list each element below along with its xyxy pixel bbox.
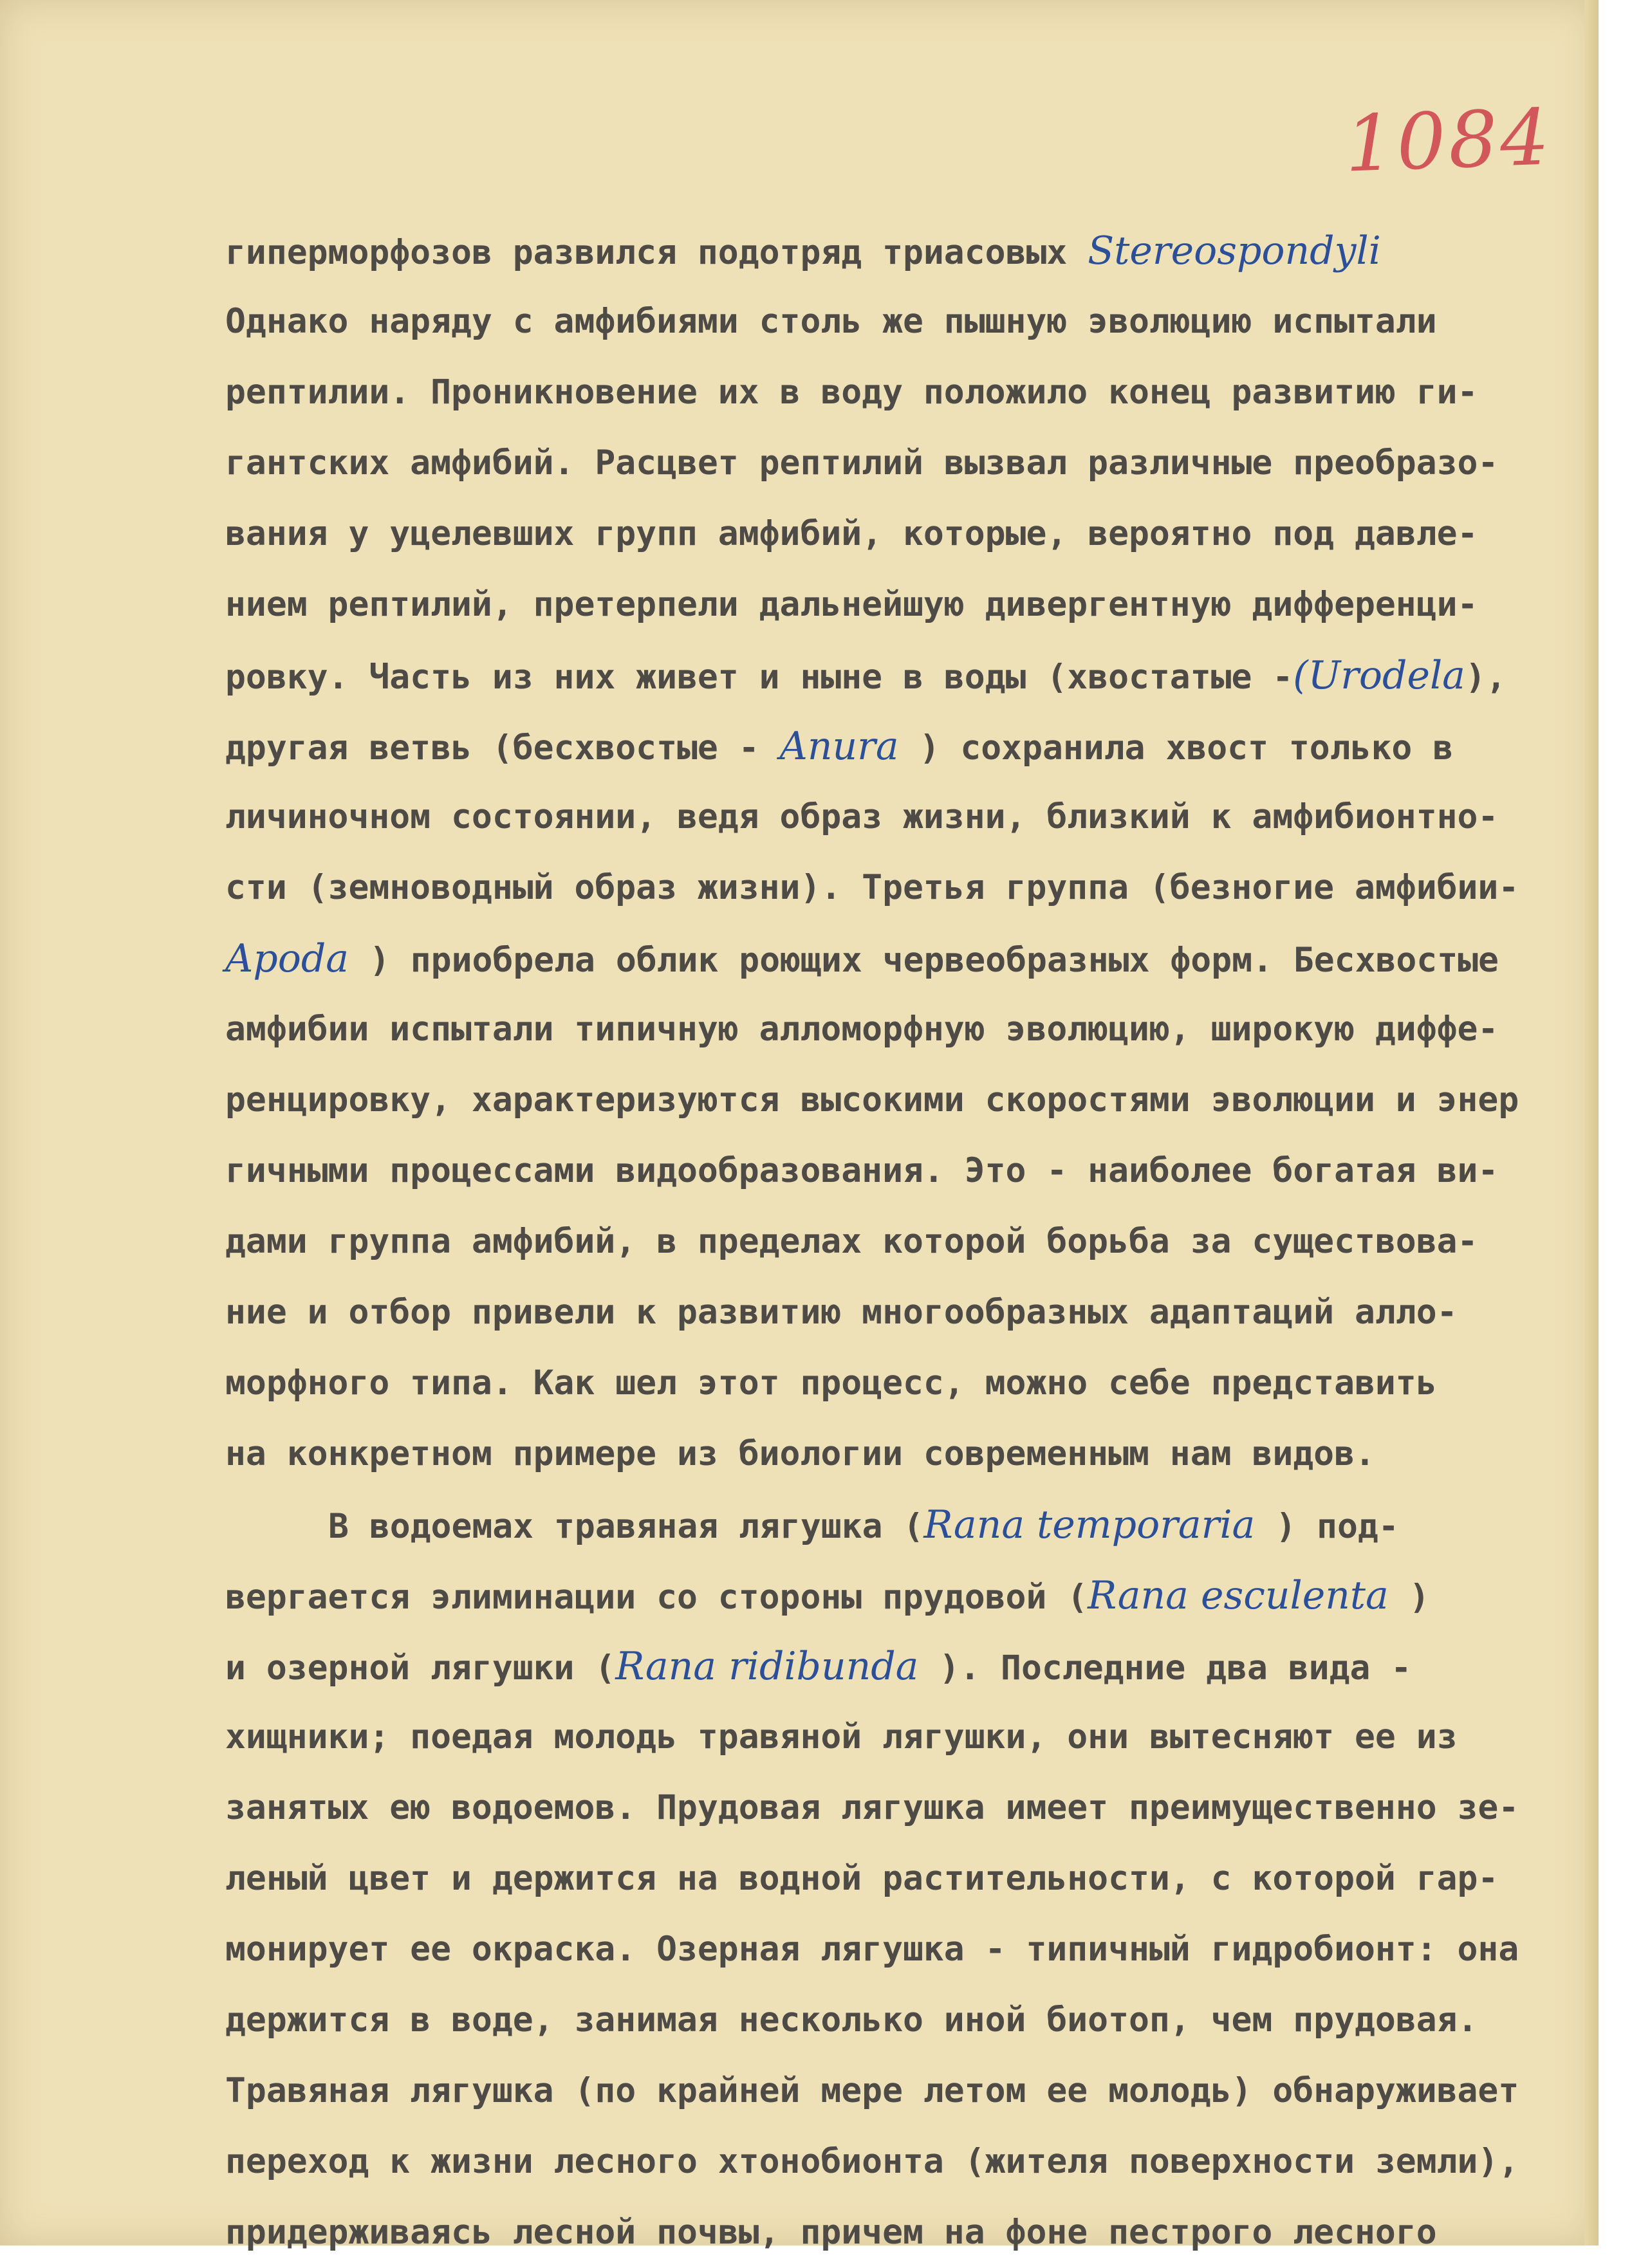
typed-text: монирует ее окраска. Озерная лягушка - типичный гидробионт: она [225, 1930, 1519, 1969]
text-line [225, 357, 1596, 428]
text-line [225, 1702, 1596, 1773]
text-line [225, 782, 1596, 853]
text-line [225, 711, 1596, 782]
typed-text: Травяная лягушка (по крайней мере летом ее молодь) обнаруживает [225, 2071, 1519, 2110]
handwritten-insert: Apoda [225, 936, 349, 981]
typed-text: рептилии. Проникновение их в воду положило конец развитию ги- [225, 373, 1478, 412]
typed-text: переход к жизни лесного хтонобионта (жителя поверхности земли), [225, 2142, 1519, 2181]
typed-text: на конкретном примере из биологии современным нам видов. [225, 1434, 1375, 1473]
typed-text: ) под- [1255, 1507, 1399, 1546]
typed-text: ), [1465, 658, 1507, 697]
typed-text: другая ветвь (бесхвостые - [225, 728, 780, 768]
text-line [225, 1419, 1596, 1489]
text-line [225, 1560, 1596, 1631]
text-line [225, 1631, 1596, 1702]
typed-text: ) сохранила хвост только в [898, 728, 1454, 768]
page-number: 1084 [1343, 93, 1553, 190]
handwritten-insert: Rana temporaria [923, 1502, 1256, 1547]
typed-text: занятых ею водоемов. Прудовая лягушка имеет преимущественно зе- [225, 1788, 1519, 1827]
text-line [225, 1489, 1596, 1560]
typed-text: амфибии испытали типичную алломорфную эволюцию, широкую диффе- [225, 1010, 1499, 1049]
handwritten-insert: Rana ridibunda [615, 1644, 919, 1689]
text-line [225, 1206, 1596, 1277]
text-line [225, 286, 1596, 357]
typed-text: личиночном состоянии, ведя образ жизни, близкий к амфибионтно- [225, 797, 1499, 836]
text-line [225, 216, 1596, 286]
handwritten-insert: Rana esculenta [1088, 1573, 1389, 1618]
text-line [225, 1843, 1596, 1914]
text-line [225, 1348, 1596, 1419]
typed-text: ние и отбор привели к развитию многообразных адаптаций алло- [225, 1293, 1458, 1332]
typed-text: ) приобрела облик роющих червеобразных форм. Бесхвостые [349, 941, 1499, 980]
text-line [225, 1773, 1596, 1843]
text-line [225, 1277, 1596, 1348]
text-line [225, 2126, 1596, 2197]
text-line [225, 569, 1596, 640]
typed-text: держится в воде, занимая несколько иной биотоп, чем прудовая. [225, 2000, 1478, 2040]
typed-text: В водоемах травяная лягушка ( [328, 1507, 924, 1546]
typewritten-text [225, 216, 1596, 2268]
text-line [225, 2056, 1596, 2126]
typed-text: сти (земноводный образ жизни). Третья группа (безногие амфибии- [225, 868, 1519, 907]
handwritten-insert: (Urodela [1293, 653, 1465, 698]
handwritten-insert: Anura [779, 724, 899, 769]
text-line [225, 853, 1596, 923]
text-line [225, 1985, 1596, 2056]
text-line [225, 428, 1596, 499]
handwritten-insert: Stereospondyli [1088, 228, 1381, 273]
typed-text: гантских амфибий. Расцвет рептилий вызвал различные преобразо- [225, 443, 1499, 483]
typed-text: леный цвет и держится на водной растительности, с которой гар- [225, 1859, 1499, 1898]
typed-text: вания у уцелевших групп амфибий, которые, вероятно под давле- [225, 514, 1478, 553]
typed-text: вергается элиминации со стороны прудовой ( [225, 1578, 1088, 1617]
typed-text: гичными процессами видообразования. Это - наиболее богатая ви- [225, 1151, 1499, 1190]
text-line [225, 994, 1596, 1065]
typed-text: Однако наряду с амфибиями столь же пышную эволюцию испытали [225, 302, 1437, 341]
text-line [225, 1914, 1596, 1985]
typed-text: придерживаясь лесной почвы, причем на фоне пестрого лесного [225, 2213, 1437, 2252]
typed-text: нием рептилий, претерпели дальнейшую дивергентную дифференци- [225, 585, 1478, 624]
text-line [225, 1136, 1596, 1206]
text-line [225, 499, 1596, 569]
typed-text: ровку. Часть из них живет и ныне в воды (хвостатые - [225, 658, 1293, 697]
typed-text: и озерной лягушки ( [225, 1648, 616, 1688]
typed-text: гиперморфозов развился подотряд триасовых [225, 233, 1088, 272]
typed-text: ) [1388, 1578, 1430, 1617]
text-line [225, 640, 1596, 711]
typed-text: ). Последние два вида - [918, 1648, 1412, 1688]
text-line [225, 1065, 1596, 1136]
text-line [225, 923, 1596, 994]
typed-text: морфного типа. Как шел этот процесс, можно себе представить [225, 1363, 1437, 1403]
typed-text: дами группа амфибий, в пределах которой борьба за существова- [225, 1222, 1478, 1261]
typed-text: ренцировку, характеризуются высокими скоростями эволюции и энер [225, 1080, 1519, 1120]
typed-text: хищники; поедая молодь травяной лягушки, они вытесняют ее из [225, 1717, 1458, 1756]
